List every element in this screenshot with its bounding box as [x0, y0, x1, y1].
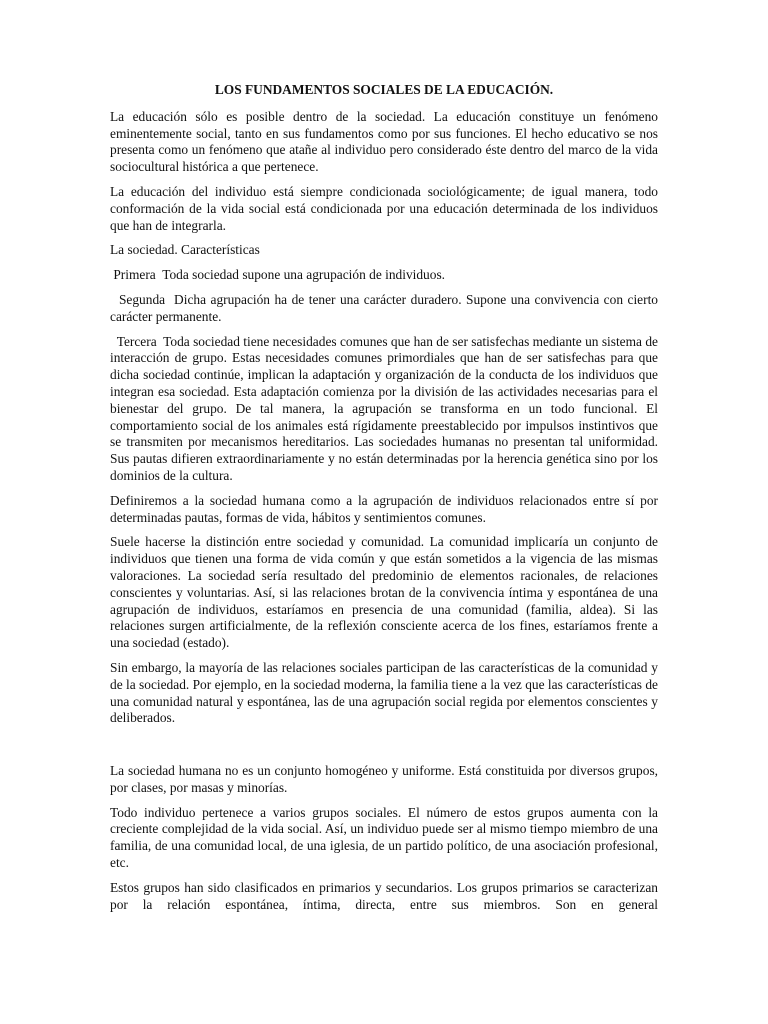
paragraph: Segunda Dicha agrupación ha de tener una carácter duradero. Supone una convivencia con cierto carácter permanente. [110, 291, 662, 324]
paragraph: La sociedad humana no es un conjunto homogéneo y uniforme. Está constituida por diversos grupos, por clases, por masas y minorías. [110, 763, 658, 795]
paragraph: Estos grupos han sido clasificados en primarios y secundarios. Los grupos primarios se caracterizan por la relación espontánea, íntima, directa, entre sus miembros. Son en general [110, 879, 658, 912]
paragraph: La educación del individuo está siempre condicionada sociológicamente; de igual manera, todo conformación de la vida social está condicionada por una educación determinada de los individuos que han de integrarla. [110, 183, 658, 233]
document-title: LOS FUNDAMENTOS SOCIALES DE LA EDUCACIÓN. [214, 82, 554, 97]
section-heading: La sociedad. Características [110, 242, 260, 258]
paragraph: Definiremos a la sociedad humana como a la agrupación de individuos relacionados entre sí por determinadas pautas, formas de vida, hábitos y sentimientos comunes. [110, 492, 658, 525]
paragraph: Primera Toda sociedad supone una agrupación de individuos. [110, 267, 445, 283]
paragraph: Sin embargo, la mayoría de las relaciones sociales participan de las características de la comunidad y de la sociedad. Por ejemplo, en la sociedad moderna, la familia tiene a la vez que las características de una comunidad natural y espontánea, las de una agrupación social regida por elementos conscientes y deliberados. [110, 659, 658, 726]
paragraph: La educación sólo es posible dentro de la sociedad. La educación constituye un fenómeno eminentemente social, tanto en sus fundamentos como por sus funciones. El hecho educativo se nos presenta como un fenómeno que atañe al individuo pero considerado éste dentro del marco de la vida sociocultural histórica a que pertenece. [110, 108, 658, 175]
paragraph: Tercera Toda sociedad tiene necesidades comunes que han de ser satisfechas mediante un sistema de interacción de grupo. Estas necesidades comunes primordiales que han de ser satisfechas para que dicha sociedad continúe, implican la adaptación y organización de la conducta de los individuos que integran esa sociedad. Esta adaptación comienza por la división de las actividades necesarias para el bienestar del grupo. De tal manera, la agrupación se transforma en un todo funcional. El comportamiento social de los animales está rígidamente preestablecido por impulsos instintivos que se transmiten por mecanismos hereditarios. Las sociedades humanas no presentan tal uniformidad. Sus pautas difieren extraordinariamente y no están determinadas por la herencia genética sino por los dominios de la cultura. [110, 333, 662, 483]
paragraph: Suele hacerse la distinción entre sociedad y comunidad. La comunidad implicaría un conjunto de individuos que tienen una forma de vida común y que están sometidos a la vigencia de las mismas valoraciones. La sociedad sería resultado del predominio de elementos racionales, de relaciones conscientes y voluntarias. Así, si las relaciones brotan de la convivencia íntima y espontánea de una agrupación de individuos, estaríamos en presencia de una comunidad (familia, aldea). Si las relaciones surgen artificialmente, de la reflexión consciente acerca de los fines, estaríamos frente a una sociedad (estado). [110, 534, 658, 651]
document-page [110, 82, 662, 921]
paragraph: Todo individuo pertenece a varios grupos sociales. El número de estos grupos aumenta con la creciente complejidad de la vida social. Así, un individuo puede ser al mismo tiempo miembro de una familia, de una comunidad local, de una iglesia, de un partido político, de una asociación profesional, etc. [110, 804, 658, 871]
blank-space [110, 735, 658, 763]
